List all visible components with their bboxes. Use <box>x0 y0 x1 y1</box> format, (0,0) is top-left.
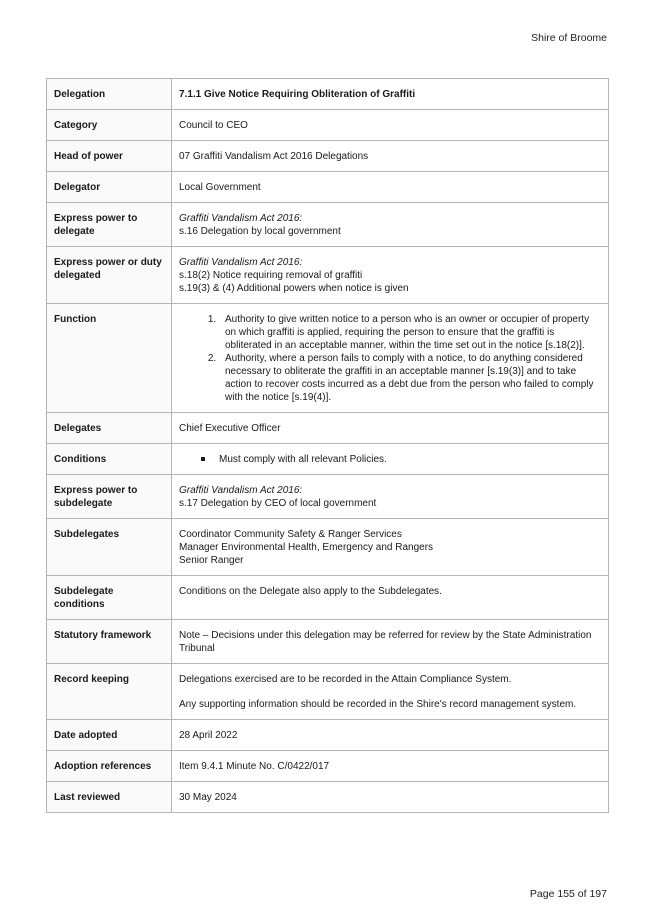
function-item: 1. Authority to give written notice to a person who is an owner or occupier of property on which graffiti is applied, requiring the person to ensure that the graffiti is obliterated in an acceptable manner, within the time set out in the notice [s.18(2)]. <box>219 313 601 352</box>
section-line: s.18(2) Notice requiring removal of graffiti <box>179 270 363 281</box>
function-list <box>179 313 601 404</box>
row-subdelegates <box>47 519 609 576</box>
head-of-power-value: 07 Graffiti Vandalism Act 2016 Delegations <box>172 141 609 172</box>
row-label: Last reviewed <box>47 782 172 813</box>
row-date-adopted <box>47 720 609 751</box>
page-number: Page 155 of 197 <box>529 888 607 900</box>
record-keeping-paragraph: Any supporting information should be recorded in the Shire's record management system. <box>179 699 577 710</box>
express-power-to-subdelegate-value <box>172 475 609 519</box>
row-label: Function <box>47 304 172 413</box>
row-express-power-to-subdelegate <box>47 475 609 519</box>
section-line: s.19(3) & (4) Additional powers when notice is given <box>179 283 409 294</box>
row-label: Conditions <box>47 444 172 475</box>
row-label: Express power to delegate <box>47 203 172 247</box>
row-label: Record keeping <box>47 664 172 720</box>
section-line: s.17 Delegation by CEO of local government <box>179 498 377 509</box>
row-delegator <box>47 172 609 203</box>
category-value: Council to CEO <box>172 110 609 141</box>
last-reviewed-value: 30 May 2024 <box>172 782 609 813</box>
row-label: Delegates <box>47 413 172 444</box>
row-label: Statutory framework <box>47 620 172 664</box>
function-item: 2. Authority, where a person fails to comply with a notice, to do anything considered necessary to obliterate the graffiti in an acceptable manner [s.19(3)] and to take action to recover costs incurred as a debt due from the person who failed to comply with the notice [s.19(4)]. <box>219 352 601 404</box>
row-function <box>47 304 609 413</box>
row-statutory-framework <box>47 620 609 664</box>
row-label: Delegation <box>47 79 172 110</box>
act-name: Graffiti Vandalism Act 2016: <box>179 257 303 268</box>
express-power-or-duty-value <box>172 247 609 304</box>
row-category <box>47 110 609 141</box>
section-line: s.16 Delegation by local government <box>179 226 341 237</box>
row-delegation <box>47 79 609 110</box>
row-label: Express power to subdelegate <box>47 475 172 519</box>
page-header-organisation: Shire of Broome <box>531 32 607 44</box>
row-label: Subdelegates <box>47 519 172 576</box>
subdelegate-conditions-value: Conditions on the Delegate also apply to the Subdelegates. <box>172 576 609 620</box>
row-express-power-to-delegate <box>47 203 609 247</box>
subdelegate-line: Manager Environmental Health, Emergency and Rangers <box>179 542 434 553</box>
express-power-to-delegate-value <box>172 203 609 247</box>
row-label: Head of power <box>47 141 172 172</box>
subdelegate-line: Senior Ranger <box>179 555 244 566</box>
delegator-value: Local Government <box>172 172 609 203</box>
row-record-keeping <box>47 664 609 720</box>
act-name: Graffiti Vandalism Act 2016: <box>179 485 303 496</box>
row-adoption-references <box>47 751 609 782</box>
row-label: Adoption references <box>47 751 172 782</box>
conditions-value <box>172 444 609 475</box>
row-label: Category <box>47 110 172 141</box>
delegation-title: 7.1.1 Give Notice Requiring Obliteration of Graffiti <box>172 79 609 110</box>
delegates-value: Chief Executive Officer <box>172 413 609 444</box>
adoption-references-value: Item 9.4.1 Minute No. C/0422/017 <box>172 751 609 782</box>
subdelegates-value <box>172 519 609 576</box>
subdelegate-line: Coordinator Community Safety & Ranger Services <box>179 529 402 540</box>
delegation-table <box>46 78 609 813</box>
row-head-of-power <box>47 141 609 172</box>
row-label: Express power or duty delegated <box>47 247 172 304</box>
conditions-list <box>179 453 601 466</box>
row-conditions <box>47 444 609 475</box>
function-value <box>172 304 609 413</box>
row-subdelegate-conditions <box>47 576 609 620</box>
row-express-power-or-duty-delegated <box>47 247 609 304</box>
record-keeping-paragraph: Delegations exercised are to be recorded in the Attain Compliance System. <box>179 674 512 685</box>
row-label: Date adopted <box>47 720 172 751</box>
row-last-reviewed <box>47 782 609 813</box>
record-keeping-value <box>172 664 609 720</box>
row-label: Delegator <box>47 172 172 203</box>
row-label: Subdelegate conditions <box>47 576 172 620</box>
date-adopted-value: 28 April 2022 <box>172 720 609 751</box>
condition-item: Must comply with all relevant Policies. <box>219 453 601 466</box>
statutory-framework-value: Note – Decisions under this delegation may be referred for review by the State Administration Tribunal <box>172 620 609 664</box>
act-name: Graffiti Vandalism Act 2016: <box>179 213 303 224</box>
row-delegates <box>47 413 609 444</box>
